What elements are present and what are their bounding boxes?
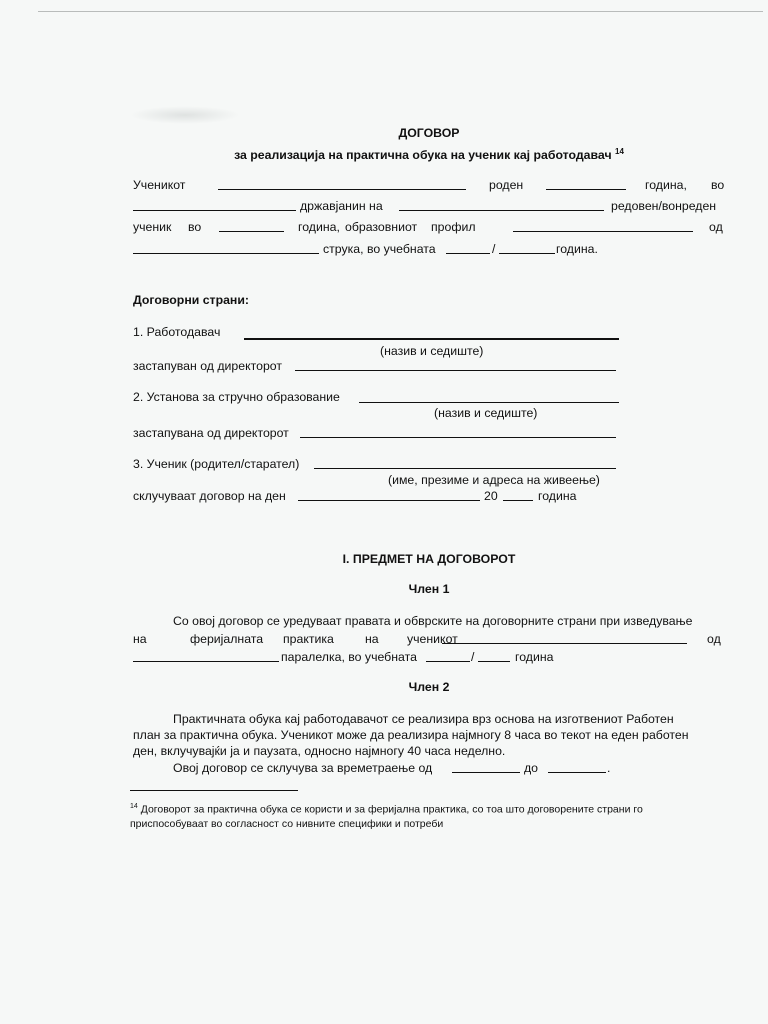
intro-year3-label: година. (556, 242, 598, 256)
intro-citizen-label: државјанин на (300, 199, 383, 213)
employer-field[interactable] (244, 338, 619, 340)
art1-student-field[interactable] (442, 643, 687, 644)
vocational-field[interactable] (133, 253, 319, 254)
contract-20: 20 (484, 489, 498, 503)
footnote-line1 (130, 800, 643, 817)
intro-profile-label: профил (431, 220, 476, 234)
footnote-ref-14: 14 (615, 147, 624, 156)
art1-slash: / (471, 650, 475, 664)
contract-year-label: година (538, 489, 577, 503)
article1-heading: Член 1 (408, 582, 450, 596)
art1-word-from: од (707, 632, 721, 646)
scan-smudge (130, 106, 240, 124)
scan-edge-line (38, 11, 763, 12)
intro-in-label: во (711, 178, 725, 192)
article2-line1: Практичната обука кај работодавачот се реализира врз основа на изготвениот Работен (173, 712, 674, 726)
duration-from-field[interactable] (452, 772, 520, 773)
party3-hint: (име, презиме и адреса на живеење) (388, 473, 600, 487)
school-year-start-field[interactable] (446, 253, 490, 254)
article2-line4-a: Овој договор се склучува за времетраење од (173, 761, 433, 775)
intro-born-label: роден (489, 178, 524, 192)
intro-regular-label: редовен/вонреден (611, 199, 717, 213)
intro-from-label: од (709, 220, 723, 234)
student-name-field[interactable] (218, 189, 466, 190)
party3-label: 3. Ученик (родител/старател) (133, 457, 300, 471)
parties-heading: Договорни страни: (133, 293, 250, 307)
party1-rep-label: застапуван од директорот (133, 359, 282, 373)
student-parent-field[interactable] (314, 468, 616, 469)
school-field[interactable] (359, 402, 619, 403)
contract-date-label: склучуваат договор на ден (133, 489, 286, 503)
school-year-end-field[interactable] (499, 253, 555, 254)
contract-year-field[interactable] (503, 500, 533, 501)
intro-field-label: струка, во учебната (323, 242, 436, 256)
article2-line2: план за практична обука. Ученикот може да реализира најмногу 8 часа во текот на еден работен (133, 728, 689, 742)
article2-line4-b: до (524, 761, 539, 775)
footnote-number: 14 (130, 803, 138, 810)
art1-word-practice: практика (283, 632, 334, 646)
intro-year-label: година, (645, 178, 687, 192)
footnote-separator (130, 790, 298, 791)
document-title: ДОГОВОР (398, 126, 460, 140)
intro-student-label: Ученикот (133, 178, 186, 192)
article2-line3: ден, вклучувајќи ја и паузата, односно најмногу 40 часа неделно. (133, 744, 506, 758)
art1-year-label: година (515, 650, 554, 664)
art1-word-ferial: феријалната (190, 632, 264, 646)
party2-rep-label: застапувана од директорот (133, 426, 289, 440)
school-director-field[interactable] (300, 437, 616, 438)
employer-director-field[interactable] (295, 370, 616, 371)
art1-word-student: ученикот (407, 632, 458, 646)
party2-hint: (назив и седиште) (434, 406, 538, 420)
birth-date-field[interactable] (546, 189, 626, 190)
art1-word-on: на (133, 632, 147, 646)
contract-date-field[interactable] (298, 500, 480, 501)
intro-pupil-label: ученик (133, 220, 172, 234)
article2-heading: Член 2 (408, 680, 450, 694)
party2-label: 2. Установа за стручно образование (133, 390, 340, 404)
article1-line1: Со овој договор се уредуваат правата и обврските на договорните страни при изведување (173, 614, 693, 628)
document-subtitle (133, 144, 725, 163)
intro-year2-label: година, (298, 220, 340, 234)
footnote-line2: приспособуваат во согласност со нивните специфики и потреби (130, 818, 444, 830)
intro-slash: / (492, 242, 496, 256)
party1-label: 1. Работодавач (133, 325, 221, 339)
section1-heading: I. ПРЕДМЕТ НА ДОГОВОРОТ (342, 552, 516, 566)
art1-class-field[interactable] (133, 661, 279, 662)
citizenship-field[interactable] (399, 210, 604, 211)
subtitle-text: за реализација на практична обука на ученик кај работодавач (234, 148, 612, 163)
intro-educational-label: образовниот (345, 220, 418, 234)
duration-to-field[interactable] (548, 772, 606, 773)
art1-word-on2: на (365, 632, 379, 646)
art1-line3-text: паралелка, во учебната (281, 650, 417, 664)
footnote-text1: Договорот за практична обука се користи и за феријална практика, со тоа што договорените страни го (140, 803, 643, 816)
article2-line4-c: . (607, 761, 611, 775)
grade-year-field[interactable] (219, 231, 284, 232)
birthplace-field[interactable] (133, 210, 296, 211)
art1-year-start-field[interactable] (426, 661, 470, 662)
intro-in2-label: во (188, 220, 202, 234)
educational-profile-field[interactable] (513, 231, 693, 232)
art1-year-end-field[interactable] (478, 661, 510, 662)
party1-hint: (назив и седиште) (380, 344, 484, 358)
